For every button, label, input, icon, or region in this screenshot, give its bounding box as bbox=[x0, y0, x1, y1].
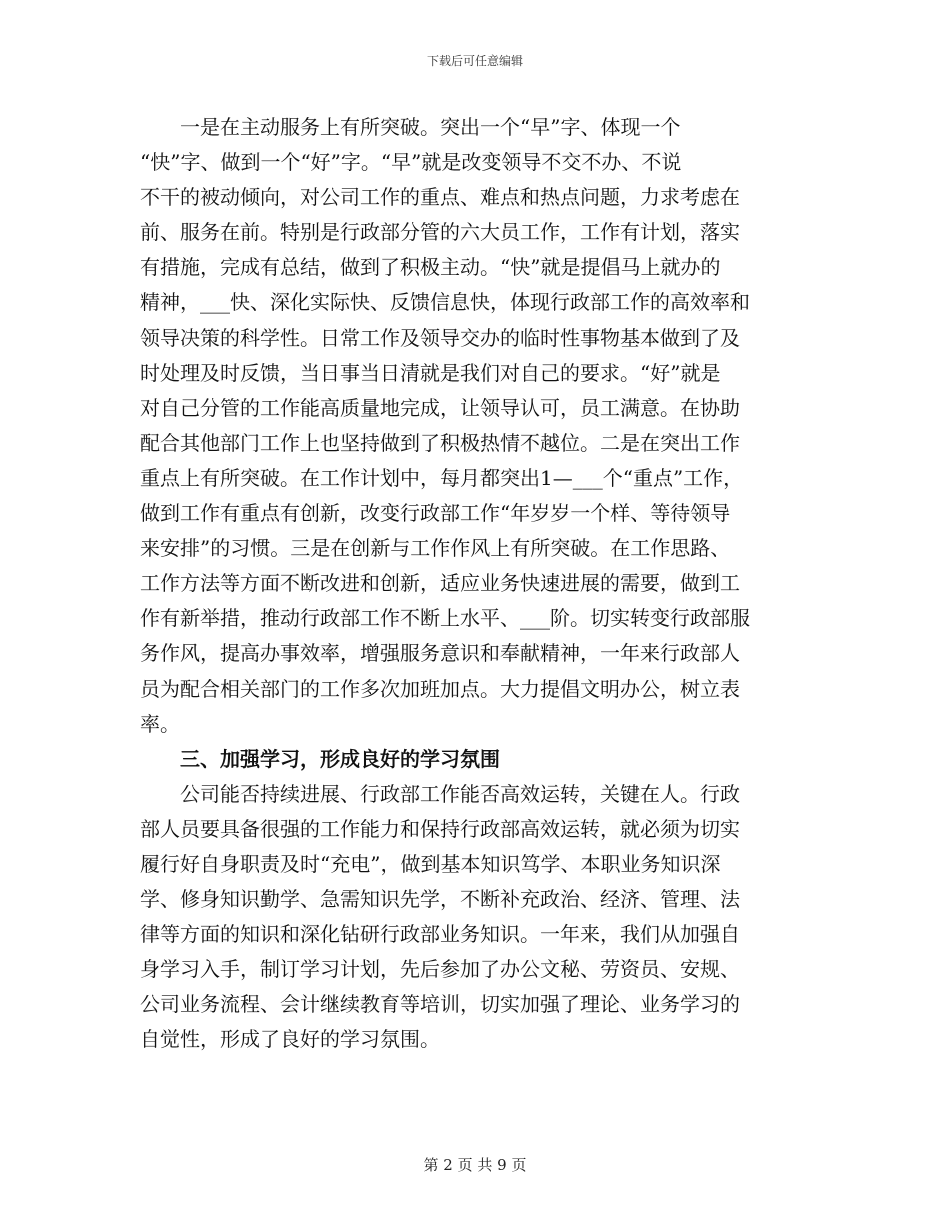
text-line: 自觉性，形成了良好的学习氛围。 bbox=[140, 1027, 440, 1052]
text-line: 来安排”的习惯。三是在创新与工作作风上有所突破。在工作思路、 bbox=[140, 536, 731, 561]
text-line: 重点上有所突破。在工作计划中，每月都突出1—___个“重点”工作， bbox=[140, 465, 744, 490]
text-line: 对自己分管的工作能高质量地完成，让领导认可，员工满意。在协助 bbox=[140, 395, 740, 420]
section-heading: 三、加强学习，形成良好的学习氛围 bbox=[140, 746, 500, 771]
page-footer: 第 2 页 共 9 页 bbox=[423, 1156, 527, 1174]
text-line: 公司业务流程、会计继续教育等培训，切实加强了理论、业务学习的 bbox=[140, 992, 740, 1017]
text-line: 前、服务在前。特别是行政部分管的六大员工作，工作有计划，落实 bbox=[140, 220, 740, 245]
text-line: 精神，___快、深化实际快、反馈信息快，体现行政部工作的高效率和 bbox=[140, 290, 750, 315]
text-line: 部人员要具备很强的工作能力和保持行政部高效运转，就必须为切实 bbox=[140, 816, 740, 841]
text-line: 领导决策的科学性。日常工作及领导交办的临时性事物基本做到了及 bbox=[140, 325, 740, 350]
text-line: 率。 bbox=[140, 711, 180, 736]
text-line: 员为配合相关部门的工作多次加班加点。大力提倡文明办公，树立表 bbox=[140, 676, 740, 701]
text-line: 时处理及时反馈，当日事当日清就是我们对自己的要求。“好”就是 bbox=[140, 360, 721, 385]
text-line: 身学习入手，制订学习计划，先后参加了办公文秘、劳资员、安规、 bbox=[140, 957, 740, 982]
text-line: 配合其他部门工作上也坚持做到了积极热情不越位。二是在突出工作 bbox=[140, 430, 740, 455]
text-line: “快”字、做到一个“好”字。“早”就是改变领导不交不办、不说 bbox=[140, 150, 682, 175]
text-line: 履行好自身职责及时“充电”，做到基本知识笃学、本职业务知识深 bbox=[140, 851, 721, 876]
text-line: 务作风，提高办事效率，增强服务意识和奉献精神，一年来行政部人 bbox=[140, 641, 740, 666]
text-line: 一是在主动服务上有所突破。突出一个“早”字、体现一个 bbox=[140, 115, 681, 139]
document-body bbox=[140, 110, 810, 1058]
text-line: 公司能否持续进展、行政部工作能否高效运转，关键在人。行政 bbox=[140, 781, 740, 806]
text-line: 作有新举措，推动行政部工作不断上水平、___阶。切实转变行政部服 bbox=[140, 606, 750, 631]
text-line: 工作方法等方面不断改进和创新，适应业务快速进展的需要，做到工 bbox=[140, 571, 740, 596]
text-line: 学、修身知识勤学、急需知识先学，不断补充政治、经济、管理、法 bbox=[140, 887, 740, 912]
text-line: 律等方面的知识和深化钻研行政部业务知识。一年来，我们从加强自 bbox=[140, 922, 740, 947]
text-line: 有措施，完成有总结，做到了积极主动。“快”就是提倡马上就办的 bbox=[140, 255, 721, 280]
text-line: 做到工作有重点有创新，改变行政部工作“年岁岁一个样、等待领导 bbox=[140, 501, 731, 526]
text-line: 不干的被动倾向，对公司工作的重点、难点和热点问题，力求考虑在 bbox=[140, 185, 740, 210]
page-header: 下载后可任意编辑 bbox=[426, 54, 523, 68]
